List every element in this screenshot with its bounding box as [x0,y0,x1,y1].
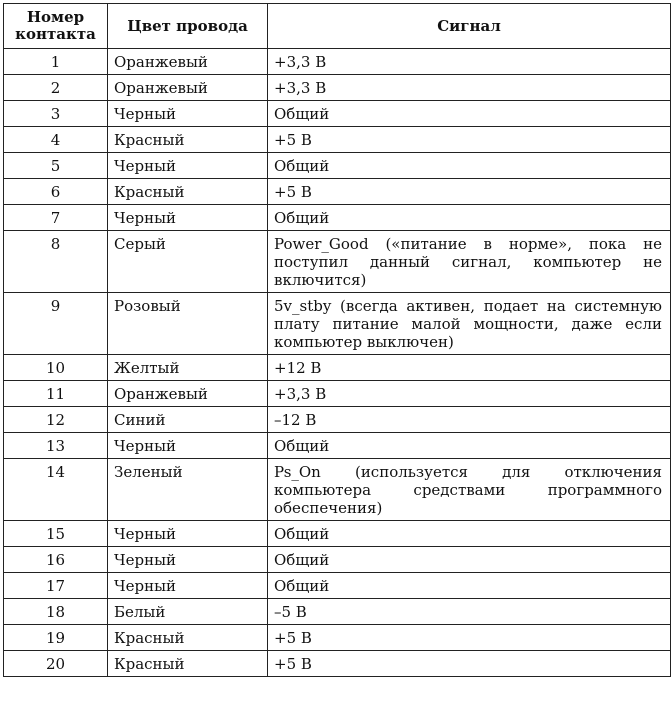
signal-cell: Power_Good («питание в норме», пока не поступил данный сигнал, компьютер не включится) [268,231,671,293]
signal-cell: Общий [268,573,671,599]
wire-color-cell: Красный [108,127,268,153]
wire-color-cell: Зеленый [108,459,268,521]
table-row [4,49,671,75]
table-row [4,101,671,127]
table-row [4,407,671,433]
wire-color-cell: Белый [108,599,268,625]
contact-number-cell: 19 [4,625,108,651]
header-contact-number-line2: контакта [15,25,96,43]
table-row [4,231,671,293]
signal-cell: +5 В [268,625,671,651]
contact-number-cell: 10 [4,355,108,381]
table-row [4,433,671,459]
signal-cell: +5 В [268,179,671,205]
wire-color-cell: Красный [108,625,268,651]
table-row [4,179,671,205]
wire-color-cell: Черный [108,101,268,127]
signal-cell: +3,3 В [268,49,671,75]
signal-cell: +5 В [268,651,671,677]
contact-number-cell: 9 [4,293,108,355]
contact-number-cell: 7 [4,205,108,231]
signal-cell: –5 В [268,599,671,625]
contact-number-cell: 4 [4,127,108,153]
table-row [4,127,671,153]
contact-number-cell: 15 [4,521,108,547]
header-contact-number [4,4,108,49]
table-row [4,573,671,599]
contact-number-cell: 5 [4,153,108,179]
header-contact-number-line1: Номер [26,8,85,26]
contact-number-cell: 13 [4,433,108,459]
contact-number-cell: 17 [4,573,108,599]
table-row [4,293,671,355]
wire-color-cell: Оранжевый [108,75,268,101]
contact-number-cell: 11 [4,381,108,407]
table-row [4,75,671,101]
wire-color-cell: Оранжевый [108,381,268,407]
signal-cell: +3,3 В [268,381,671,407]
table-row [4,381,671,407]
wire-color-cell: Красный [108,179,268,205]
contact-number-cell: 8 [4,231,108,293]
wire-color-cell: Синий [108,407,268,433]
table-row [4,599,671,625]
contact-number-cell: 14 [4,459,108,521]
signal-cell: Общий [268,205,671,231]
wire-color-cell: Серый [108,231,268,293]
contact-number-cell: 12 [4,407,108,433]
signal-cell: Общий [268,101,671,127]
table-row [4,355,671,381]
pinout-table [3,3,671,677]
header-wire-color: Цвет провода [108,4,268,49]
table-row [4,153,671,179]
table-body [4,49,671,677]
table-row [4,625,671,651]
wire-color-cell: Черный [108,547,268,573]
contact-number-cell: 2 [4,75,108,101]
signal-cell: –12 В [268,407,671,433]
signal-cell: Общий [268,547,671,573]
contact-number-cell: 16 [4,547,108,573]
table-row [4,547,671,573]
wire-color-cell: Черный [108,521,268,547]
table-row [4,651,671,677]
header-signal: Сигнал [268,4,671,49]
contact-number-cell: 18 [4,599,108,625]
header-row [4,4,671,49]
signal-cell: Общий [268,153,671,179]
table-row [4,521,671,547]
wire-color-cell: Черный [108,433,268,459]
wire-color-cell: Оранжевый [108,49,268,75]
wire-color-cell: Розовый [108,293,268,355]
contact-number-cell: 3 [4,101,108,127]
signal-cell: +12 В [268,355,671,381]
contact-number-cell: 1 [4,49,108,75]
signal-cell: Общий [268,433,671,459]
signal-cell: Общий [268,521,671,547]
signal-cell: +5 В [268,127,671,153]
wire-color-cell: Желтый [108,355,268,381]
wire-color-cell: Черный [108,573,268,599]
signal-cell: 5v_stby (всегда активен, подает на системную плату питание малой мощности, даже если компьютер выключен) [268,293,671,355]
contact-number-cell: 20 [4,651,108,677]
wire-color-cell: Черный [108,153,268,179]
wire-color-cell: Черный [108,205,268,231]
wire-color-cell: Красный [108,651,268,677]
signal-cell: +3,3 В [268,75,671,101]
contact-number-cell: 6 [4,179,108,205]
signal-cell: Ps_On (используется для отключения компьютера средствами программного обеспечения) [268,459,671,521]
table-row [4,205,671,231]
table-row [4,459,671,521]
